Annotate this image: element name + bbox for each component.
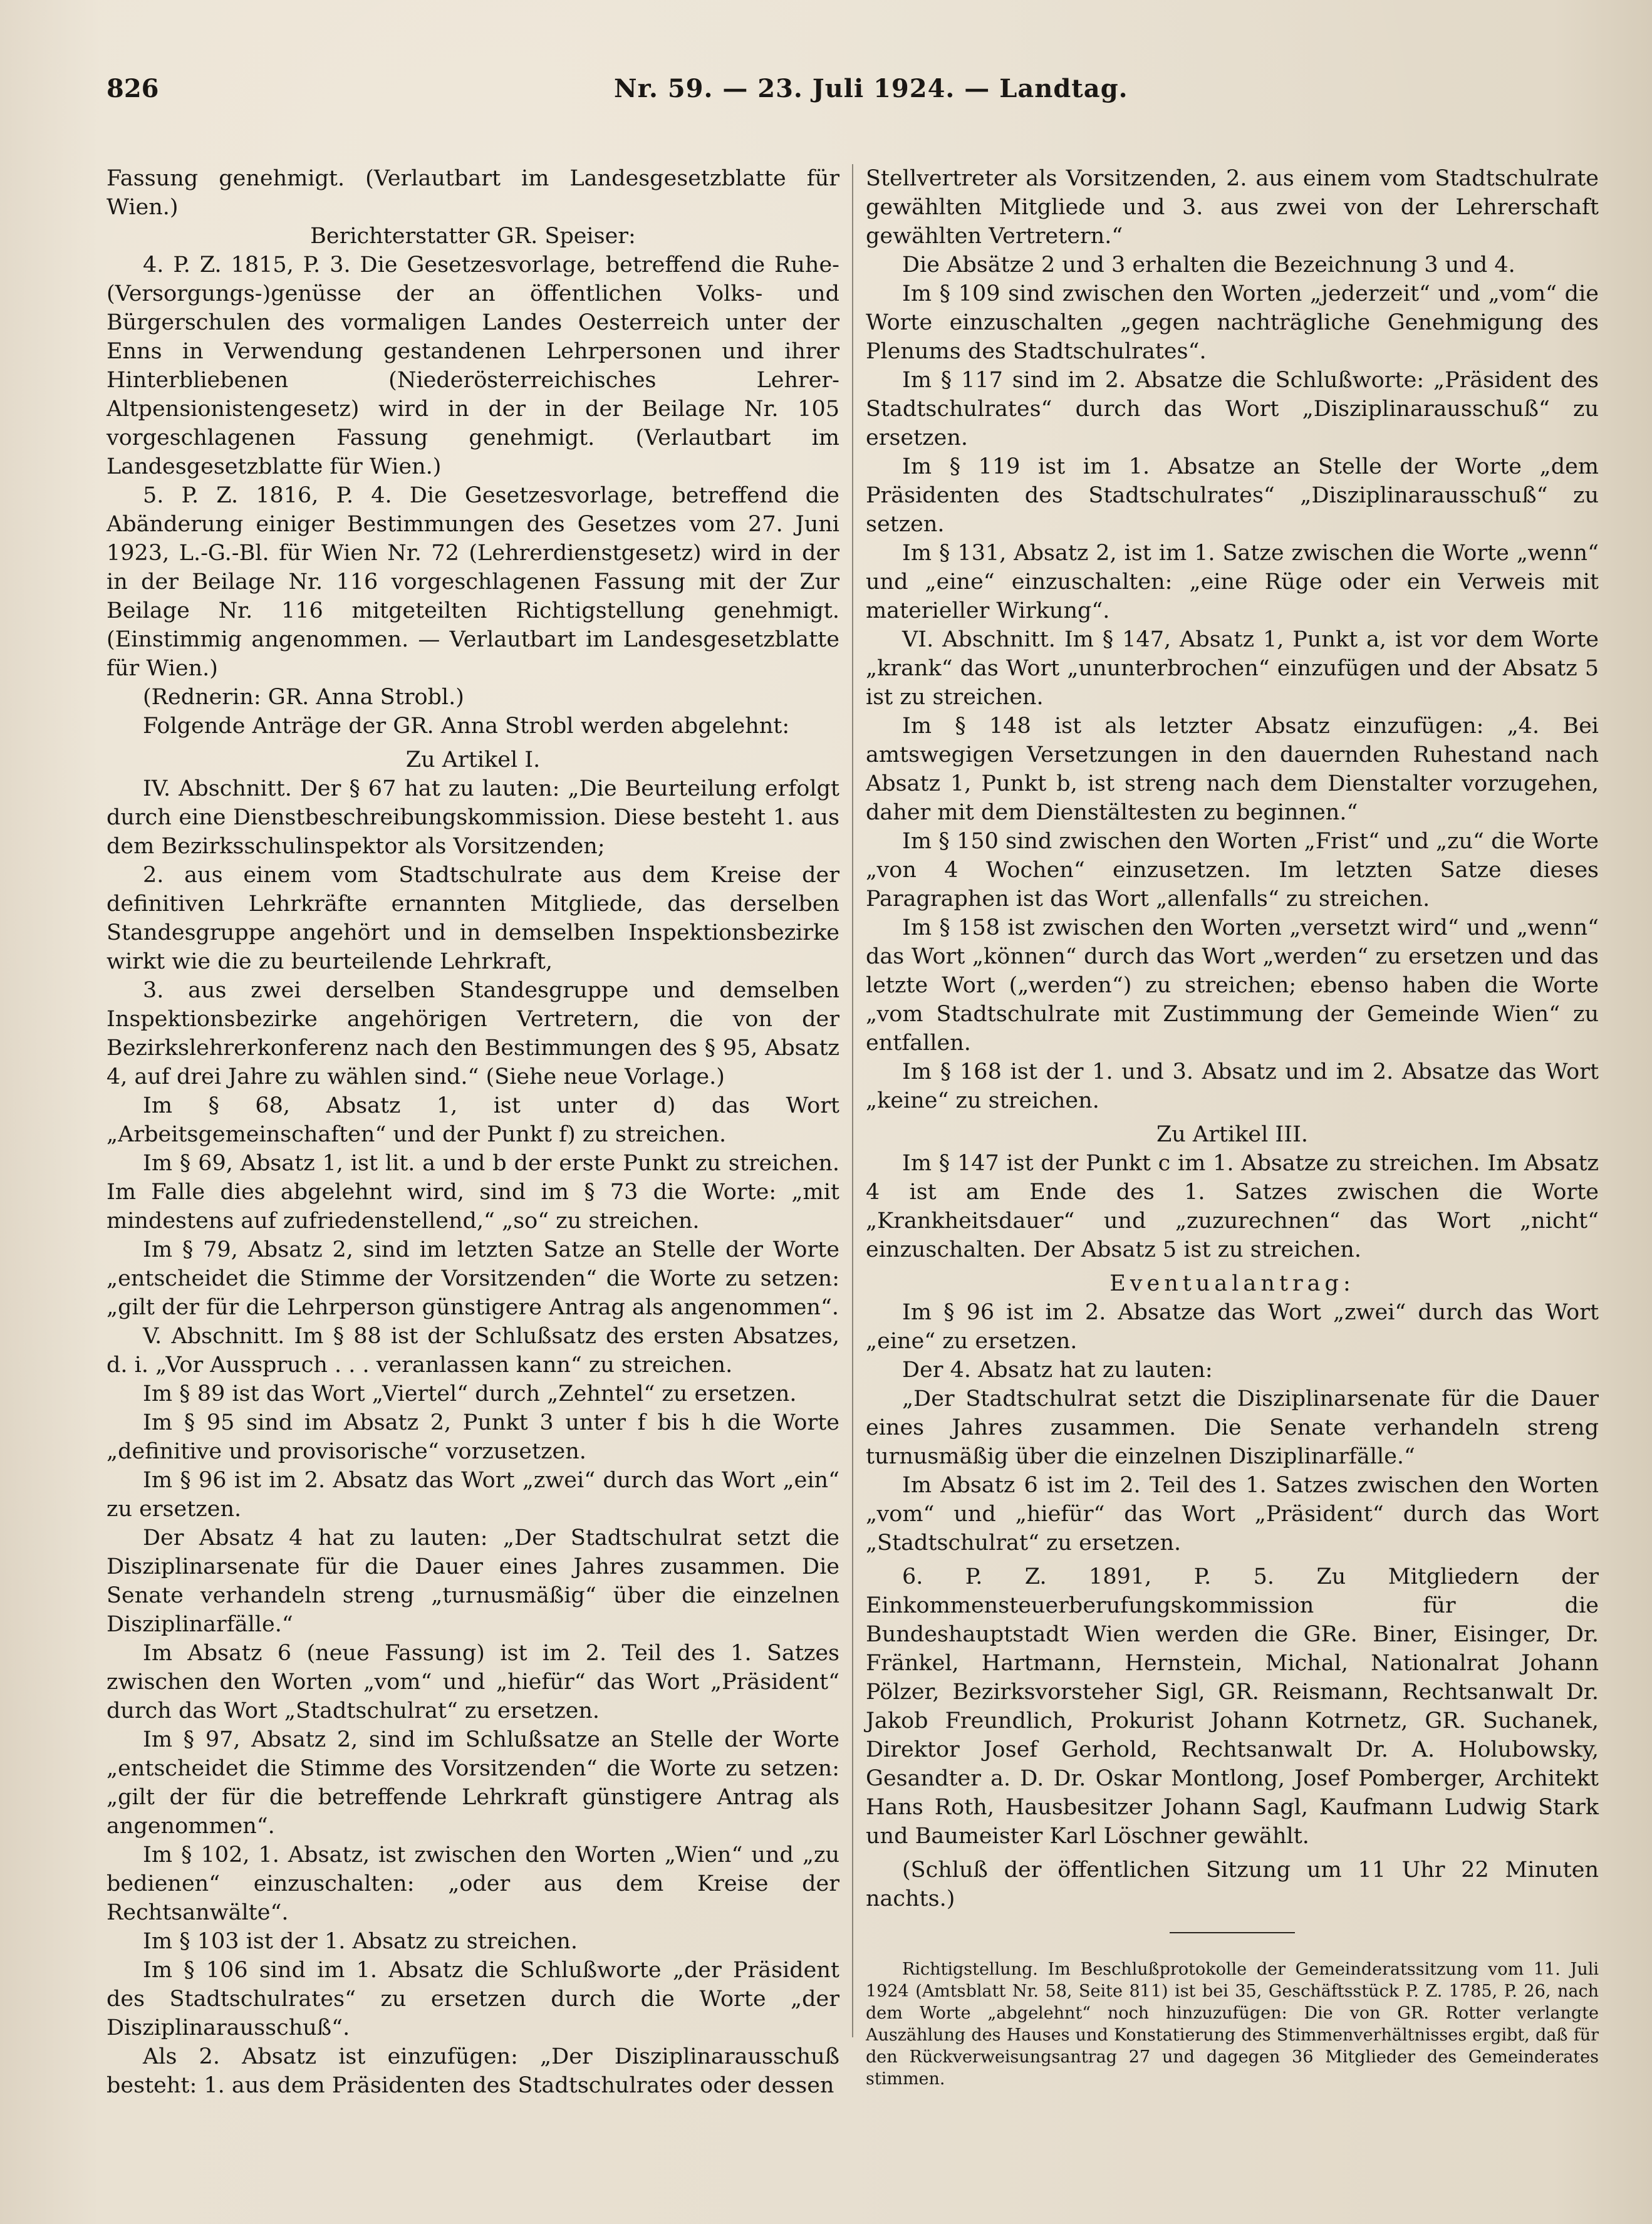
reporter-line: Berichterstatter GR. Speiser: <box>310 224 636 249</box>
paragraph: Im § 117 sind im 2. Absatze die Schlußworte: „Präsident des Stadtschulrates“ durch das Wort „Disziplinarausschuß“ zu ersetzen. <box>866 368 1599 450</box>
paragraph: Der 4. Absatz hat zu lauten: <box>902 1358 1213 1383</box>
agenda-item-5: 5. P. Z. 1816, P. 4. Die Gesetzesvorlage, betreffend die Abänderung einiger Bestimmungen des Gesetzes vom 27. Juni 1923, L.-G.-Bl. für Wien Nr. 72 (Lehrerdienstgesetz) wird in der in der Beilage Nr. 116 vorgeschlagenen Fassung mit der Zur Beilage Nr. 116 mitgeteilten Richtigstellung genehmigt. (Einstimmig angenommen. — Verlautbart im Landesgesetzblatte für Wien.) <box>106 483 839 681</box>
section-heading: Zu Artikel I. <box>405 747 541 772</box>
paragraph: Der Absatz 4 hat zu lauten: „Der Stadtschulrat setzt die Disziplinarsenate für die Dauer eines Jahres zusammen. Die Senate verhandeln streng „turnusmäßig“ über die einzelnen Disziplinarfälle.“ <box>106 1525 839 1637</box>
session-closing: (Schluß der öffentlichen Sitzung um 11 Uhr 22 Minuten nachts.) <box>866 1858 1599 1911</box>
paragraph: Stellvertreter als Vorsitzenden, 2. aus einem vom Stadtschulrate gewählten Mitgliede und 3. aus zwei von der Lehrerschaft gewählten Vertretern.“ <box>866 166 1599 249</box>
paragraph: Im § 150 sind zwischen den Worten „Frist“ und „zu“ die Worte „von 4 Wochen“ einzusetzen. Im letzten Satze dieses Paragraphen ist das Wort „allenfalls“ zu streichen. <box>866 829 1599 912</box>
agenda-item-6: 6. P. Z. 1891, P. 5. Zu Mitgliedern der Einkommensteuerberufungskommission für die Bundeshauptstadt Wien werden die GRe. Biner, Eisinger, Dr. Fränkel, Hartmann, Hernstein, Michal, Nationalrat Johann Pölzer, Bezirksvorsteher Sigl, GR. Reismann, Rechtsanwalt Dr. Jakob Freundlich, Prokurist Johann Kotrnetz, GR. Suchanek, Direktor Josef Gerhold, Rechtsanwalt Dr. A. Holubowsky, Gesandter a. D. Dr. Oskar Montlong, Josef Pomberger, Architekt Hans Roth, Hausbesitzer Johann Sagl, Kaufmann Ludwig Stark und Baumeister Karl Löschner gewählt. <box>866 1564 1599 1849</box>
paragraph: Im § 79, Absatz 2, sind im letzten Satze an Stelle der Worte „entscheidet die Stimme der Vorsitzenden“ die Worte zu setzen: „gilt der für die Lehrperson günstigere Antrag als angenommen“. <box>106 1237 839 1320</box>
paragraph: Im § 103 ist der 1. Absatz zu streichen. <box>143 1929 578 1954</box>
section-heading: Zu Artikel III. <box>1156 1122 1309 1147</box>
section-rule <box>1170 1932 1295 1933</box>
left-column <box>106 164 839 2100</box>
paragraph: Im § 96 ist im 2. Absatze das Wort „zwei“ durch das Wort „eine“ zu ersetzen. <box>866 1300 1599 1354</box>
paragraph: Im § 95 sind im Absatz 2, Punkt 3 unter f bis h die Worte „definitive und provisorische“ vorzusetzen. <box>106 1410 839 1464</box>
paragraph: 2. aus einem vom Stadtschulrate aus dem Kreise der definitiven Lehrkräfte ernannten Mitgliede, das derselben Standesgruppe angehört und in demselben Inspektionsbezirke wirkt wie die zu beurteilende Lehrkraft, <box>106 863 839 974</box>
page-number: 826 <box>106 74 159 103</box>
paragraph: Im § 102, 1. Absatz, ist zwischen den Worten „Wien“ und „zu bedienen“ einzuschalten: „oder aus dem Kreise der Rechtsanwälte“. <box>106 1842 839 1925</box>
paragraph: „Der Stadtschulrat setzt die Disziplinarsenate für die Dauer eines Jahres zusammen. Die Senate verhandeln streng turnusmäßig über die einzelnen Disziplinarfälle.“ <box>866 1386 1599 1469</box>
right-column <box>866 164 1599 2090</box>
paragraph: VI. Abschnitt. Im § 147, Absatz 1, Punkt a, ist vor dem Worte „krank“ das Wort „ununterbrochen“ einzufügen und der Absatz 5 ist zu streichen. <box>866 627 1599 710</box>
column-divider <box>852 164 853 2037</box>
paragraph: IV. Abschnitt. Der § 67 hat zu lauten: „Die Beurteilung erfolgt durch eine Dienstbeschreibungskommission. Diese besteht 1. aus dem Bezirksschulinspektor als Vorsitzenden; <box>106 776 839 859</box>
paragraph: Im § 69, Absatz 1, ist lit. a und b der erste Punkt zu streichen. Im Falle dies abgelehnt wird, sind im § 73 die Worte: „mit mindestens auf zufriedenstellend,“ „so“ zu streichen. <box>106 1151 839 1234</box>
paragraph: Fassung genehmigt. (Verlautbart im Landesgesetzblatte für Wien.) <box>106 166 839 220</box>
agenda-item-4: 4. P. Z. 1815, P. 3. Die Gesetzesvorlage, betreffend die Ruhe-(Versorgungs-)genüsse der an öffentlichen Volks- und Bürgerschulen des vormaligen Landes Oesterreich unter der Enns in Verwendung gestandenen Lehrpersonen und ihrer Hinterbliebenen (Niederösterreichisches Lehrer-Altpensionistengesetz) wird in der in der Beilage Nr. 105 vorgeschlagenen Fassung genehmigt. (Verlautbart im Landesgesetzblatte für Wien.) <box>106 252 839 479</box>
paragraph: Im § 148 ist als letzter Absatz einzufügen: „4. Bei amtswegigen Versetzungen in den dauernden Ruhestand nach Absatz 1, Punkt b, ist streng nach dem Dienstalter vorzugehen, daher mit dem Dienstältesten zu beginnen.“ <box>866 714 1599 825</box>
section-heading: Eventualantrag: <box>1109 1271 1355 1296</box>
paragraph: Im § 131, Absatz 2, ist im 1. Satze zwischen die Worte „wenn“ und „eine“ einzuschalten: „eine Rüge oder ein Verweis mit materieller Wirkung“. <box>866 541 1599 623</box>
page-header-title: Nr. 59. — 23. Juli 1924. — Landtag. <box>614 74 1128 103</box>
paragraph: Im § 109 sind zwischen den Worten „jederzeit“ und „vom“ die Worte einzuschalten „gegen nachträgliche Genehmigung des Plenums des Stadtschulrates“. <box>866 281 1599 364</box>
paragraph: Im § 96 ist im 2. Absatz das Wort „zwei“ durch das Wort „ein“ zu ersetzen. <box>106 1468 839 1522</box>
correction-note: Richtigstellung. Im Beschlußprotokolle der Gemeinderatssitzung vom 11. Juli 1924 (Amtsblatt Nr. 58, Seite 811) ist bei 35, Geschäftsstück P. Z. 1785, P. 26, nach dem Worte „abgelehnt“ noch hinzuzufügen: Die von GR. Rotter verlangte Auszählung des Hauses und Konstatierung des Stimmenverhältnisses ergibt, daß für den Rückverweisungsantrag 27 und dagegen 36 Mitglieder des Gemeinderates stimmen. <box>866 1960 1599 2089</box>
paragraph: Im § 119 ist im 1. Absatze an Stelle der Worte „dem Präsidenten des Stadtschulrates“ „Disziplinarausschuß“ zu setzen. <box>866 454 1599 537</box>
paragraph: Im Absatz 6 (neue Fassung) ist im 2. Teil des 1. Satzes zwischen den Worten „vom“ und „hiefür“ das Wort „Präsident“ durch das Wort „Stadtschulrat“ zu ersetzen. <box>106 1641 839 1723</box>
paragraph: Als 2. Absatz ist einzufügen: „Der Disziplinarausschuß besteht: 1. aus dem Präsidenten des Stadtschulrates oder dessen <box>106 2044 839 2098</box>
rejected-motions-intro: Folgende Anträge der GR. Anna Strobl werden abgelehnt: <box>143 714 790 739</box>
paragraph: Im § 147 ist der Punkt c im 1. Absatze zu streichen. Im Absatz 4 ist am Ende des 1. Satzes zwischen die Worte „Krankheitsdauer“ und „zuzurechnen“ das Wort „nicht“ einzuschalten. Der Absatz 5 ist zu streichen. <box>866 1151 1599 1262</box>
speaker-line: (Rednerin: GR. Anna Strobl.) <box>143 685 464 710</box>
paragraph: 3. aus zwei derselben Standesgruppe und demselben Inspektionsbezirke angehörigen Vertretern, die von der Bezirkslehrerkonferenz nach den Bestimmungen des § 95, Absatz 4, auf drei Jahre zu wählen sind.“ (Siehe neue Vorlage.) <box>106 978 839 1089</box>
paragraph: Im § 168 ist der 1. und 3. Absatz und im 2. Absatze das Wort „keine“ zu streichen. <box>866 1059 1599 1113</box>
paragraph: Die Absätze 2 und 3 erhalten die Bezeichnung 3 und 4. <box>902 252 1515 278</box>
paragraph: Im § 68, Absatz 1, ist unter d) das Wort „Arbeitsgemeinschaften“ und der Punkt f) zu streichen. <box>106 1093 839 1147</box>
paragraph: V. Abschnitt. Im § 88 ist der Schlußsatz des ersten Absatzes, d. i. „Vor Ausspruch . . . veranlassen kann“ zu streichen. <box>106 1324 839 1378</box>
paragraph: Im § 106 sind im 1. Absatz die Schlußworte „der Präsident des Stadtschulrates“ zu ersetzen durch die Worte „der Disziplinarausschuß“. <box>106 1958 839 2040</box>
paragraph: Im § 97, Absatz 2, sind im Schlußsatze an Stelle der Worte „entscheidet die Stimme des Vorsitzenden“ die Worte zu setzen: „gilt der für die betreffende Lehrkraft günstigere Antrag als angenommen“. <box>106 1727 839 1839</box>
paragraph: Im § 158 ist zwischen den Worten „versetzt wird“ und „wenn“ das Wort „können“ durch das Wort „werden“ zu ersetzen und das letzte Wort („werden“) zu streichen; ebenso haben die Worte „vom Stadtschulrate mit Zustimmung der Gemeinde Wien“ zu entfallen. <box>866 915 1599 1056</box>
paragraph: Im Absatz 6 ist im 2. Teil des 1. Satzes zwischen den Worten „vom“ und „hiefür“ das Wort „Präsident“ durch das Wort „Stadtschulrat“ zu ersetzen. <box>866 1473 1599 1556</box>
paragraph: Im § 89 ist das Wort „Viertel“ durch „Zehntel“ zu ersetzen. <box>143 1381 797 1406</box>
